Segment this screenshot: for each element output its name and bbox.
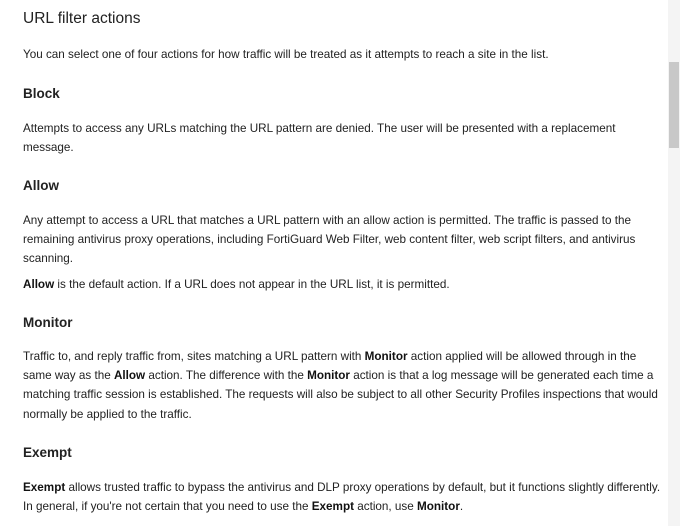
exempt-bold-term: Exempt [23, 481, 66, 494]
vertical-scrollbar[interactable] [668, 0, 680, 526]
block-paragraph: Attempts to access any URLs matching the URL pattern are denied. The user will be presented with a replacement message. [23, 122, 616, 155]
monitor-text-1: Traffic to, and reply traffic from, sites matching a URL pattern with [23, 350, 365, 363]
page-title: URL filter actions [23, 10, 141, 27]
monitor-text-3: action. The difference with the [145, 369, 308, 383]
exempt-text-1: allows trusted traffic to bypass the antivirus and DLP proxy operations by default, but it functions slightly differently. In general, if you're not certain that you need to use the [23, 481, 661, 514]
monitor-bold-term: Monitor [364, 350, 408, 363]
block-heading: Block [23, 86, 60, 101]
monitor-bold-term: Monitor [417, 500, 460, 514]
exempt-bold-term: Exempt [311, 500, 354, 514]
exempt-text-3: . [459, 500, 464, 514]
exempt-paragraph [23, 478, 663, 516]
allow-default-paragraph [23, 275, 663, 294]
scrollbar-thumb[interactable] [669, 62, 679, 148]
allow-bold-term: Allow [113, 369, 146, 383]
monitor-heading: Monitor [23, 315, 73, 330]
exempt-text-2: action, use [354, 500, 418, 514]
allow-paragraph: Any attempt to access a URL that matches a URL pattern with an allow action is permitted. The traffic is passed to the remaining antivirus proxy operations, including FortiGuard Web Filter, web content filter, web script filters, and antivirus scanning. [23, 214, 636, 266]
intro-paragraph: You can select one of four actions for how traffic will be treated as it attempts to reach a site in the list. [23, 48, 549, 61]
allow-bold-term: Allow [23, 278, 55, 291]
exempt-heading: Exempt [23, 445, 72, 460]
allow-heading: Allow [23, 178, 59, 193]
monitor-text-2: action applied will be allowed through in the same way as the [23, 350, 637, 383]
allow-default-text: is the default action. If a URL does not appear in the URL list, it is permitted. [54, 278, 450, 291]
monitor-paragraph [23, 347, 663, 424]
monitor-text-4: action is that a log message will be generated each time a matching traffic session is established. The requests will also be subject to all other Security Profiles inspections that would normally be applied to the traffic. [23, 369, 658, 421]
monitor-bold-term: Monitor [307, 369, 350, 383]
